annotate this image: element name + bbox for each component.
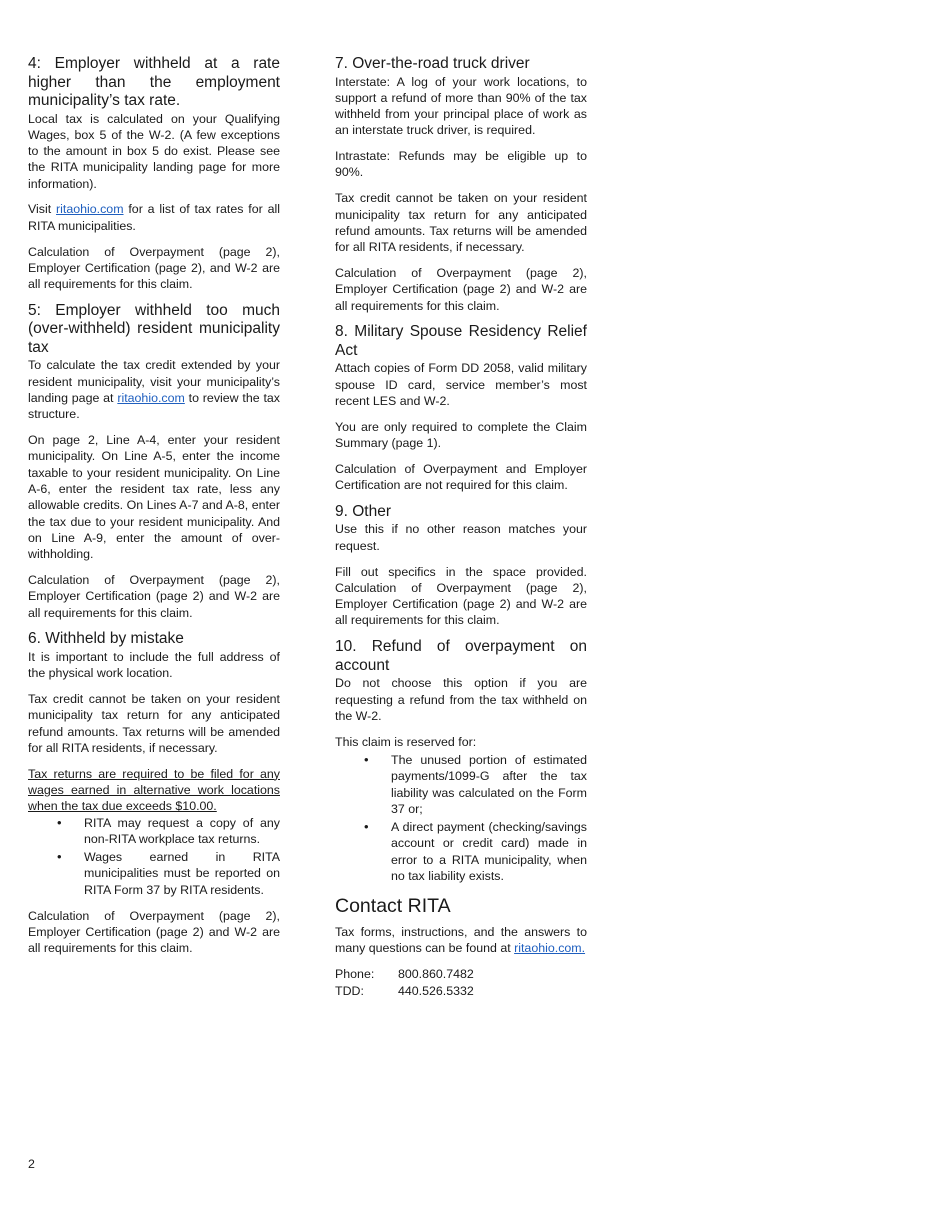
section xyxy=(335,894,587,1000)
text: Fill out specifics in the space provided. Calculation of Overpayment (page 2), Employer Certification (page 2) and W-2 are all requirements for this claim. xyxy=(335,564,587,628)
section xyxy=(335,503,587,629)
paragraph xyxy=(28,691,280,756)
section xyxy=(335,55,587,314)
text: Tax credit cannot be taken on your resident municipality tax return for any anticipated refund amounts. Tax returns will be amended for all RITA residents, if necessary. xyxy=(28,692,280,755)
section-heading: 8. Military Spouse Residency Relief Act xyxy=(335,323,587,359)
section xyxy=(335,638,587,884)
paragraph xyxy=(335,265,587,314)
contact-label: TDD: xyxy=(335,983,364,998)
contact-number: 800.860.7482 xyxy=(398,966,474,981)
paragraph xyxy=(28,766,280,815)
text: To calculate the tax credit extended by your resident municipality, visit your municipality’s landing page at xyxy=(28,358,280,406)
text: Tax returns are required to be filed for any wages earned in alternative work locations when the tax due exceeds $10.00. xyxy=(28,766,280,814)
paragraph xyxy=(28,649,280,682)
text: Tax forms, instructions, and the answers to many questions can be found at xyxy=(335,924,587,956)
text: On page 2, Line A-4, enter your resident municipality. On Line A-5, enter the income taxable to your resident municipality. On Line A-6, enter the resident tax rate, less any allowable credits. On Lines A-7 and A-8, enter the tax due to your resident municipality. And on Line A-9, enter the amount of over-withholding. xyxy=(28,433,280,562)
text: This claim is reserved for: xyxy=(335,734,477,749)
paragraph xyxy=(335,461,587,494)
paragraph xyxy=(335,675,587,724)
section-heading: 5: Employer withheld too much (over-withheld) resident municipality tax xyxy=(28,301,280,356)
section-heading: 6. Withheld by mistake xyxy=(28,630,184,648)
paragraph xyxy=(335,360,587,409)
text: You are only required to complete the Claim Summary (page 1). xyxy=(335,419,587,451)
left-column xyxy=(28,55,280,966)
text: to review the tax structure. xyxy=(28,391,280,422)
section-heading: 7. Over-the-road truck driver xyxy=(335,55,530,72)
text: Calculation of Overpayment (page 2), Employer Certification (page 2) and W-2 are all requirements for this claim. xyxy=(28,908,280,956)
text: Tax credit cannot be taken on your resident municipality tax return for any anticipated refund amounts. Tax returns will be amended for all RITA residents, if necessary. xyxy=(335,191,587,255)
text: Use this if no other reason matches your request. xyxy=(335,522,587,553)
contact-number: 440.526.5332 xyxy=(398,983,474,998)
contact-row xyxy=(335,966,587,983)
section xyxy=(335,323,587,493)
list-item: • The unused portion of estimated payments/1099-G after the tax liability was calculated on the Form 37 or; xyxy=(391,752,587,817)
text: Visit xyxy=(28,202,57,217)
text: Local tax is calculated on your Qualifying Wages, box 5 of the W-2. (A few exceptions to the amount in box 5 do exist. Please see the RITA municipality landing page for more information). xyxy=(28,111,280,191)
text: Calculation of Overpayment (page 2), Employer Certification (page 2), and W-2 are all requirements for this claim. xyxy=(28,244,280,292)
paragraph xyxy=(335,74,587,139)
text: Calculation of Overpayment (page 2), Employer Certification (page 2) and W-2 are all requirements for this claim. xyxy=(28,573,280,620)
paragraph xyxy=(335,734,587,750)
paragraph xyxy=(335,419,587,452)
paragraph xyxy=(28,432,280,562)
bullet-list xyxy=(335,752,587,884)
paragraph xyxy=(335,924,587,957)
section-heading: 9. Other xyxy=(335,502,391,520)
right-column xyxy=(335,55,587,1000)
text: Interstate: A log of your work locations, to support a refund of more than 90% of the tax withheld from your principal place of work as an interstate truck driver, is required. xyxy=(335,74,587,138)
text: Attach copies of Form DD 2058, valid military spouse ID card, service member’s most recent LES and W-2. xyxy=(335,361,587,408)
list-item: • A direct payment (checking/savings account or credit card) made in error to a RITA municipality, when no tax liability exists. xyxy=(391,819,587,884)
list-item: • RITA may request a copy of any non-RITA workplace tax returns. xyxy=(84,815,280,848)
paragraph xyxy=(28,572,280,621)
text: Calculation of Overpayment (page 2), Employer Certification (page 2) and W-2 are all requirements for this claim. xyxy=(335,265,587,313)
paragraph xyxy=(28,111,280,192)
section-heading: 4: Employer withheld at a rate higher than the employment municipality’s tax rate. xyxy=(28,55,280,109)
paragraph xyxy=(28,908,280,957)
section xyxy=(28,630,280,956)
bullet-list xyxy=(28,815,280,898)
ritaohio-link[interactable]: ritaohio.com xyxy=(56,202,124,217)
text: It is important to include the full address of the physical work location. xyxy=(28,649,280,681)
section xyxy=(28,302,280,621)
text: Do not choose this option if you are requesting a refund from the tax withheld on the W-2. xyxy=(335,676,587,723)
paragraph xyxy=(335,148,587,181)
paragraph xyxy=(28,357,280,422)
paragraph xyxy=(335,521,587,554)
text: Intrastate: Refunds may be eligible up to 90%. xyxy=(335,149,587,180)
paragraph xyxy=(335,190,587,255)
section-heading: 10. Refund of overpayment on account xyxy=(335,638,587,674)
ritaohio-link[interactable]: ritaohio.com xyxy=(117,391,185,406)
list-item: • Wages earned in RITA municipalities must be reported on RITA Form 37 by RITA residents. xyxy=(84,849,280,898)
paragraph xyxy=(28,201,280,234)
paragraph xyxy=(28,244,280,293)
ritaohio-link[interactable]: ritaohio.com. xyxy=(514,941,586,956)
paragraph xyxy=(335,564,587,629)
section-heading: Contact RITA xyxy=(335,894,451,917)
contact-label: Phone: xyxy=(335,966,375,981)
text: Calculation of Overpayment and Employer Certification are not required for this claim. xyxy=(335,461,587,493)
contact-row xyxy=(335,983,587,1000)
page-number: 2 xyxy=(28,1157,35,1171)
section xyxy=(28,55,280,292)
text: for a list of tax rates for all RITA municipalities. xyxy=(28,202,280,233)
